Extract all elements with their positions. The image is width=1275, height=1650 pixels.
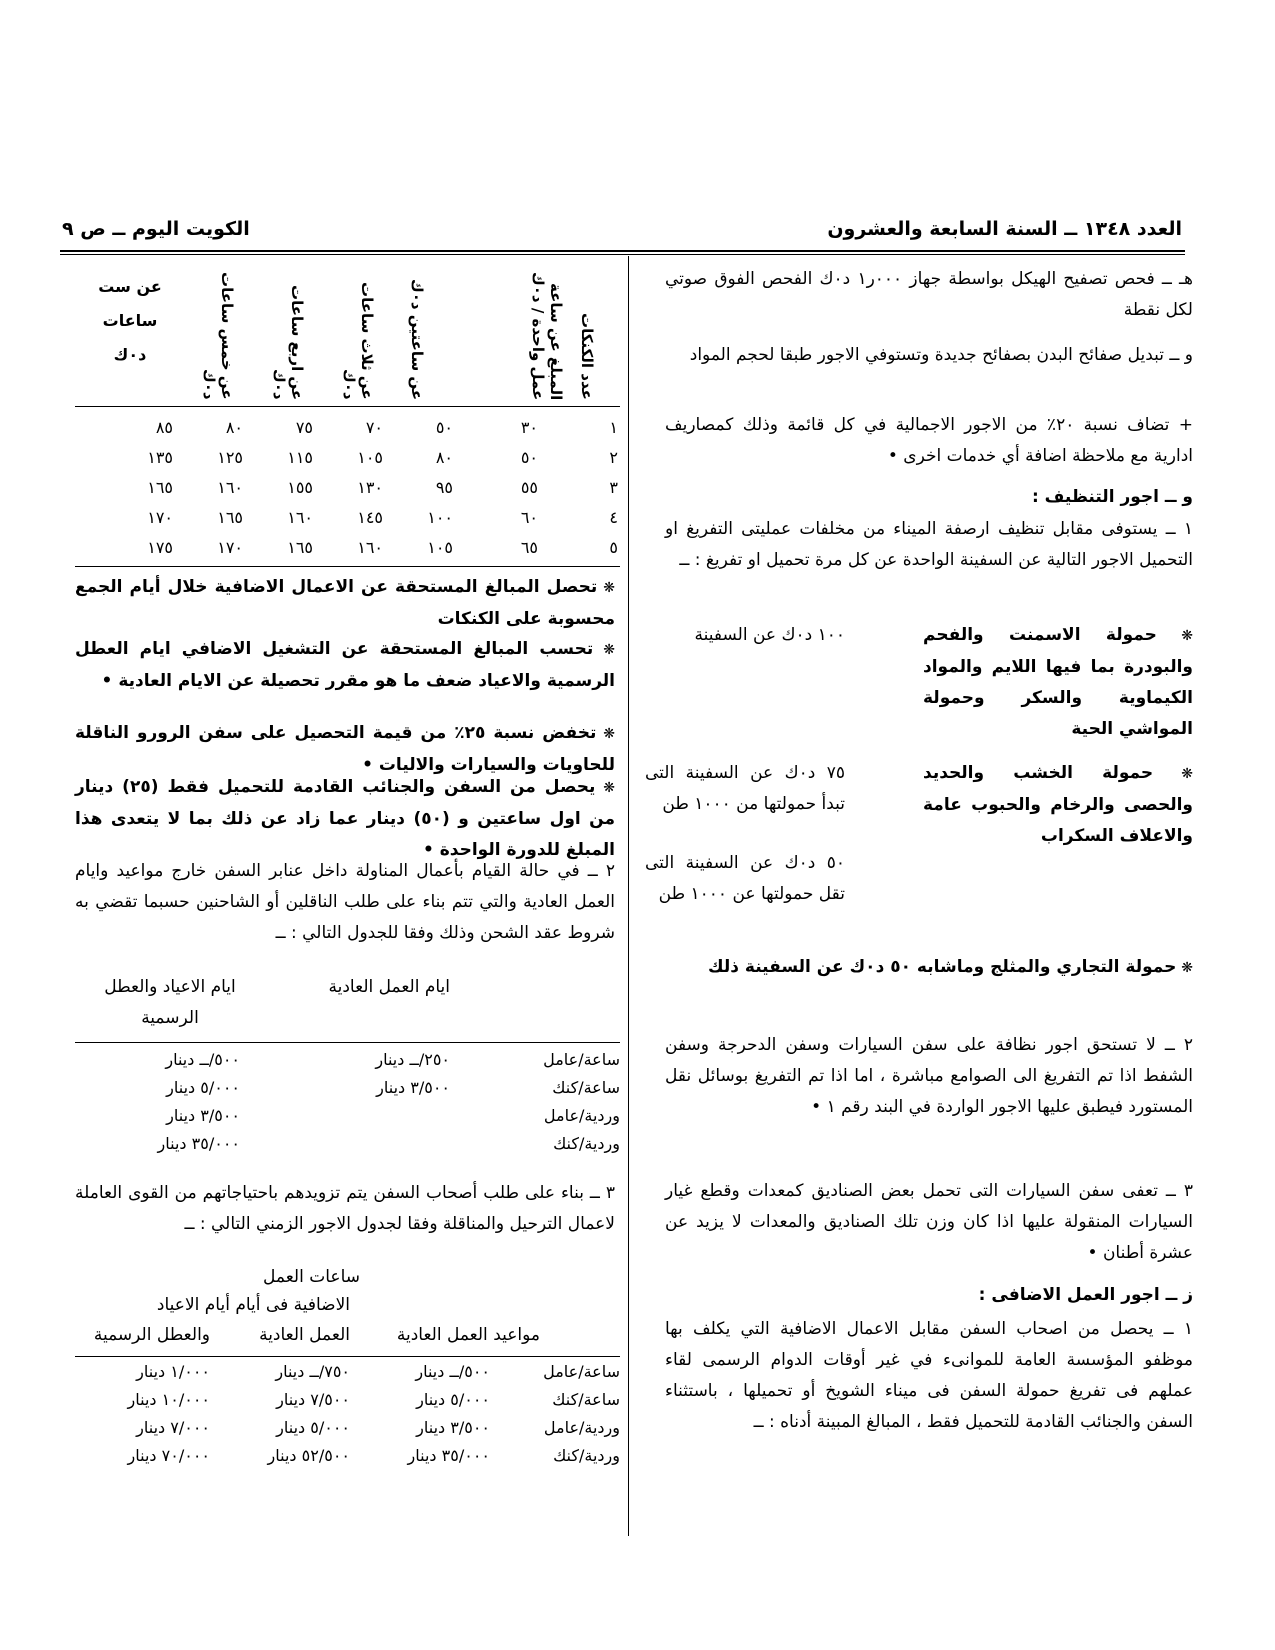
table-cell: ٧/٥٠٠ دينار [276, 1390, 350, 1409]
table-cell: ٥٠٠/ــ دينار [415, 1362, 490, 1381]
table-row [78, 508, 618, 538]
t2-head-holiday: ايام الاعياد والعطل الرسمية [104, 977, 236, 1028]
table-cell: ٣/٥٠٠ دينار [416, 1418, 490, 1437]
admin-fee-note: + تضاف نسبة ٢٠٪ من الاجور الاجمالية في كل قائمة وذلك كمصاريف ادارية مع ملاحظة اضافة أي خدمات اخرى • [665, 415, 1193, 466]
table-cell: ١٦٠ [357, 538, 383, 557]
cleaning-title: و ــ اجور التنظيف : [1031, 487, 1193, 507]
para-3: ٣ ــ بناء على طلب أصحاب السفن يتم تزويدهم باحتياجاتهم من القوى العاملة لاعمال الترحيل والمناقلة وفقا لجدول الاجور الزمني التالي : ــ [75, 1183, 615, 1234]
item-h: هـ ــ فحص تصفيح الهيكل بواسطة جهاز ٠٠٠ر١ د٠ك الفحص الفوق صوتي لكل نقطة [665, 269, 1194, 320]
table-cell: ٦٠ [520, 508, 538, 527]
table-cell: ٣/٥٠٠ دينار [166, 1106, 240, 1125]
table-cell: ١١٥ [287, 448, 313, 467]
table-cell: ١٦٠ [217, 478, 243, 497]
table-cell: وردية/عامل [543, 1106, 620, 1125]
table-cell: ٣٠ [520, 418, 538, 437]
table-cell: ١٧٠ [147, 508, 173, 527]
t1-rule [75, 406, 620, 407]
table-cell: ١ [609, 418, 618, 437]
t1-head-1h: المبلغ عن ساعة عمل واحدة / د٠ك [529, 271, 565, 400]
table-row [75, 1134, 620, 1162]
table-cell: ٨٠ [225, 418, 243, 437]
table-cell: ٣ [609, 478, 618, 497]
table-row [75, 1390, 620, 1418]
table-cell: ١/٠٠٠ دينار [136, 1362, 210, 1381]
table-cell: وردية/كنك [553, 1134, 620, 1153]
table-row [75, 1418, 620, 1446]
cargo-2-rate-a: ٧٥ د٠ك عن السفينة التى تبدأ حمولتها من ١٠٠٠ طن [645, 763, 845, 814]
table-cell: ٩٥ [435, 478, 453, 497]
item-w: و ــ تبديل صفائح البدن بصفائح جديدة وتستوفي الاجور طبقا لحجم المواد [689, 345, 1193, 365]
t3-head-c3: والعطل الرسمية [93, 1325, 210, 1345]
table-cell: ٤ [609, 508, 618, 527]
paper-name: الكويت اليوم ــ ص ٩ [62, 218, 250, 240]
cargo-2-rate-b: ٥٠ د٠ك عن السفينة التى تقل حمولتها عن ١٠٠٠ طن [645, 853, 845, 904]
table-row [75, 1050, 620, 1078]
table-cell: ١٢٥ [217, 448, 243, 467]
overtime-clause-1: ١ ــ يحصل من اصحاب السفن مقابل الاعمال الاضافية التي يكلف بها موظفو المؤسسة العامة للموانىء في غير أوقات الدوام الرسمى لقاء عملهم فى تفريغ حمولة السفن فى ميناء الشويخ أو تحميلها ، باستثناء السفن والجنائب القادمة للتحميل فقط ، المبالغ المبينة أدناه : ــ [665, 1319, 1193, 1432]
table-row [78, 538, 618, 568]
table-cell: ٣/٥٠٠ دينار [376, 1078, 450, 1097]
t1-head-2h: عن ساعتين د٠ك [408, 278, 426, 400]
table-cell: ٢٥٠/ــ دينار [375, 1050, 450, 1069]
t1-head-3h: عن ثلاث ساعات د٠ك [340, 282, 376, 400]
table-row [75, 1362, 620, 1390]
cleaning-clause-2: ٢ ــ لا تستحق اجور نظافة على سفن السيارات وسفن الدحرجة وسفن الشفط اذا تم التفريغ الى الصوامع مباشرة ، اما اذا تم التفريغ بوسائل نقل المستورد فيطبق عليها الاجور الواردة في البند رقم ١ • [665, 1035, 1193, 1117]
table-cell: ١٥٥ [287, 478, 313, 497]
table-cell: ساعة/كنك [552, 1078, 620, 1097]
t2-head-normal: ايام العمل العادية [328, 977, 450, 997]
table-row [75, 1106, 620, 1134]
note-4: ❋ يحصل من السفن والجنائب القادمة للتحميل فقط (٢٥) دينار من اول ساعتين و (٥٠) دينار عما زاد عن ذلك بما لا يتعدى هذا المبلغ للدورة الواحدة • [75, 772, 615, 866]
table-cell: ١٠٥ [357, 448, 383, 467]
table-cell: ١٣٥ [147, 448, 173, 467]
table-cell: ١٧٥ [147, 538, 173, 557]
table-row [78, 418, 618, 448]
table-cell: ٢ [609, 448, 618, 467]
table-cell: ٥ [609, 538, 618, 557]
table-cell: ١٤٥ [357, 508, 383, 527]
cargo-1-desc: ❋ حمولة الاسمنت والفحم والبودرة بما فيها اللايم والمواد الكيماوية والسكر وحمولة المواشي الحية [923, 620, 1193, 745]
table-cell: ٧/٠٠٠ دينار [136, 1418, 210, 1437]
table-cell: ٣٥/٠٠٠ دينار [407, 1446, 490, 1465]
table-cell: ساعة/عامل [543, 1050, 620, 1069]
t3-head-b: الاضافية فى أيام أيام الاعياد [156, 1295, 350, 1315]
table-cell: ٧٥ [295, 418, 313, 437]
note-1: ❋ تحصل المبالغ المستحقة عن الاعمال الاضافية خلال أيام الجمع محسوبة على الكنكات [75, 572, 615, 635]
table-cell: ٨٥ [155, 418, 173, 437]
table-1-body [78, 418, 618, 568]
table-cell: ٥٢/٥٠٠ دينار [267, 1446, 350, 1465]
page-header [62, 218, 1182, 250]
table-cell: ٦٥ [520, 538, 538, 557]
table-cell: ١٣٠ [357, 478, 383, 497]
table-cell: ١٦٥ [287, 538, 313, 557]
table-3-body [75, 1362, 620, 1474]
t3-head-c2: العمل العادية [259, 1325, 350, 1345]
cleaning-clause-3: ٣ ــ تعفى سفن السيارات التى تحمل بعض الصناديق كمعدات وقطع غيار السيارات المنقولة عليها اذا كان وزن تلك الصناديق والمعدات لا يزيد عن عشرة أطنان • [665, 1181, 1193, 1263]
header-rule [60, 250, 1185, 252]
para-2: ٢ ــ في حالة القيام بأعمال المناولة داخل عنابر السفن خارج مواعيد وايام العمل العادية والتي تتم بناء على طلب الناقلين أو الشاحنين حسبما تقضي به شروط عقد الشحن وذلك وفقا للجدول التالي : ــ [75, 861, 615, 943]
cleaning-clause-1: ١ ــ يستوفى مقابل تنظيف ارصفة الميناء من مخلفات عمليتى التفريغ او التحميل الاجور التالية عن السفينة الواحدة عن كل مرة تحميل او تفريغ : ــ [665, 519, 1193, 570]
table-cell: ٧٥٠/ــ دينار [275, 1362, 350, 1381]
table-cell: ١٦٥ [147, 478, 173, 497]
table-cell: ٧٠/٠٠٠ دينار [127, 1446, 210, 1465]
cargo-1-rate: ١٠٠ د٠ك عن السفينة [694, 625, 845, 645]
t1-rule-bottom [75, 566, 620, 567]
t2-rule [75, 1042, 620, 1043]
table-cell: ٥٠ [520, 448, 538, 467]
column-divider [628, 256, 629, 1536]
table-cell: ١٦٥ [217, 508, 243, 527]
issue-info: العدد ١٣٤٨ ــ السنة السابعة والعشرون [827, 218, 1182, 240]
cargo-3: ❋ حمولة التجاري والمثلج وماشابه ٥٠ د٠ك عن السفينة ذلك [665, 952, 1193, 984]
table-cell: ٧٠ [365, 418, 383, 437]
overtime-title: ز ــ اجور العمل الاضافى : [978, 1285, 1193, 1305]
cargo-2-desc: ❋ حمولة الخشب والحديد والحصى والرخام والحبوب عامة والاعلاف السكراب [923, 758, 1193, 852]
note-2: ❋ تحسب المبالغ المستحقة عن التشغيل الاضافي ايام العطل الرسمية والاعياد ضعف ما هو مقرر تحصيلة عن الايام العادية • [75, 634, 615, 697]
table-cell: ٥/٠٠٠ دينار [416, 1390, 490, 1409]
t1-head-4h: عن اربع ساعات د٠ك [270, 284, 306, 400]
table-row [75, 1078, 620, 1106]
t3-head-c1: مواعيد العمل العادية [396, 1325, 540, 1345]
table-row [78, 448, 618, 478]
table-cell: ١٠/٠٠٠ دينار [127, 1390, 210, 1409]
table-row [78, 478, 618, 508]
t1-head-6h: عن ست ساعات د٠ك [98, 277, 162, 364]
table-cell: ٥/٠٠٠ دينار [166, 1078, 240, 1097]
table-cell: ١٦٠ [287, 508, 313, 527]
table-cell: وردية/عامل [543, 1418, 620, 1437]
table-cell: ٥٠ [435, 418, 453, 437]
table-cell: ١٠٥ [427, 538, 453, 557]
table-cell: ١٧٠ [217, 538, 243, 557]
table-2-body [75, 1050, 620, 1162]
table-cell: ساعة/كنك [552, 1390, 620, 1409]
table-cell: ساعة/عامل [543, 1362, 620, 1381]
note-3: ❋ تخفض نسبة ٢٥٪ من قيمة التحصيل على سفن الرورو الناقلة للحاويات والسيارات والاليات • [75, 718, 615, 781]
table-cell: ١٠٠ [427, 508, 453, 527]
table-cell: ٥٥ [520, 478, 538, 497]
t3-head-a: ساعات العمل [263, 1267, 360, 1287]
table-cell: وردية/كنك [553, 1446, 620, 1465]
table-cell: ٨٠ [435, 448, 453, 467]
t1-head-5h: عن خمس ساعات د٠ك [200, 272, 236, 400]
t1-head-kanks: عدد الكنكات [578, 313, 596, 400]
header-rule-thin [60, 254, 1185, 255]
table-cell: ٣٥/٠٠٠ دينار [157, 1134, 240, 1153]
t3-rule [75, 1356, 620, 1357]
table-row [75, 1446, 620, 1474]
table-cell: ٥/٠٠٠ دينار [276, 1418, 350, 1437]
table-cell: ٥٠٠/ــ دينار [165, 1050, 240, 1069]
